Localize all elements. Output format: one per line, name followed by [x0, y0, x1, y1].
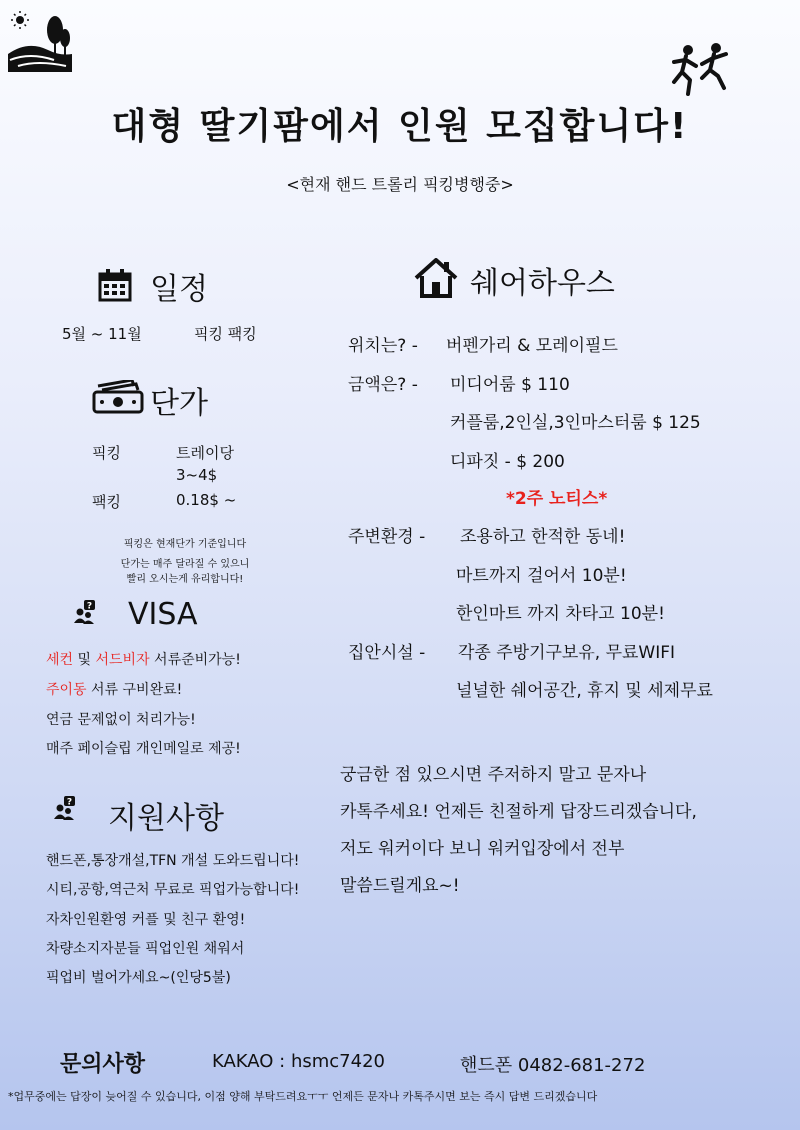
visa-line-2	[46, 679, 182, 699]
facility-label: 집안시설 -	[348, 643, 426, 663]
price-deposit: 디파짓 - $ 200	[450, 452, 565, 472]
cash-icon	[92, 380, 144, 414]
visa-conjunction: 및	[73, 652, 96, 668]
pay-note-2: 단가는 매주 달라질 수 있으니	[120, 559, 250, 570]
visa-heading: VISA	[128, 597, 198, 632]
sharehouse-heading: 쉐어하우스	[470, 266, 615, 301]
visa-second-label: 세컨	[46, 652, 74, 668]
message-line: 말씀드릴게요~!	[340, 876, 460, 896]
area-line-3: 한인마트 까지 차타고 10분!	[456, 604, 665, 624]
message-line: 저도 워커이다 보니 워커입장에서 전부	[340, 839, 625, 859]
schedule-heading: 일정	[150, 272, 208, 307]
visa-line-1-rest: 서류준비가능!	[149, 652, 241, 668]
area-line-1: 조용하고 한적한 동네!	[460, 527, 626, 547]
message-line: 카톡주세요! 언제든 친절하게 답장드리겠습니다,	[340, 802, 697, 822]
calendar-icon	[98, 268, 132, 302]
price-media-room: 미디어룸 $ 110	[450, 375, 570, 395]
pay-note-3: 빨리 오시는게 유리합니다!	[126, 574, 244, 585]
pay-heading: 단가	[150, 386, 208, 421]
landscape-sun-icon	[8, 10, 72, 74]
contact-footnote: *업무중에는 답장이 늦어질 수 있습니다, 이점 양해 부탁드려요ㅜㅜ 언제든 문자나 카톡주시면 보는 즉시 답변 드리겠습니다	[8, 1090, 598, 1103]
support-item: 픽업비 벌어가세요~(인당5불)	[46, 970, 231, 986]
support-item: 차량소지자분들 픽업인원 채워서	[46, 941, 245, 957]
visa-state-move-label: 주이동	[46, 682, 87, 698]
location-value: 버펜가리 & 모레이필드	[446, 336, 618, 356]
kakao-id: KAKAO : hsmc7420	[212, 1051, 385, 1072]
visa-line-4: 매주 페이슬립 개인메일로 제공!	[46, 741, 241, 757]
phone-number: 핸드폰 0482-681-272	[460, 1055, 646, 1076]
message-line: 궁금한 점 있으시면 주저하지 말고 문자나	[340, 765, 647, 785]
picking-label: 픽킹	[92, 444, 121, 462]
support-heading: 지원사항	[108, 801, 224, 836]
schedule-period: 5월 ~ 11월	[62, 325, 142, 343]
visa-line-1	[46, 649, 241, 669]
location-label: 위치는? -	[348, 336, 418, 356]
price-label: 금액은? -	[348, 375, 418, 395]
packing-value: 0.18$ ~	[176, 491, 237, 509]
support-item: 핸드폰,통장개설,TFN 개설 도와드립니다!	[46, 853, 300, 869]
visa-line-2-rest: 서류 구비완료!	[86, 682, 183, 698]
notice-badge: *2주 노티스*	[506, 489, 608, 509]
schedule-jobs: 픽킹 팩킹	[194, 325, 257, 343]
support-item: 자차인원환영 커플 및 친구 환영!	[46, 912, 246, 928]
picking-value: 3~4$	[176, 466, 218, 484]
running-people-icon	[668, 42, 738, 98]
area-line-2: 마트까지 걸어서 10분!	[456, 566, 627, 586]
visa-third-label: 서드비자	[95, 652, 150, 668]
picking-value-unit: 트레이당	[176, 444, 234, 462]
price-couple-room: 커플룸,2인실,3인마스터룸 $ 125	[450, 413, 701, 433]
svg-text:?: ?	[86, 601, 93, 612]
svg-text:?: ?	[66, 797, 73, 808]
packing-label: 팩킹	[92, 493, 121, 511]
pay-note-1: 픽킹은 현재단가 기준입니다	[123, 539, 247, 550]
page-subtitle: <현재 핸드 트롤리 픽킹병행중>	[286, 175, 514, 194]
contact-heading: 문의사항	[60, 1052, 146, 1077]
people-question-icon	[74, 600, 96, 624]
page-title: 대형 딸기팜에서 인원 모집합니다!	[111, 106, 689, 147]
facility-line-1: 각종 주방기구보유, 무료WIFI	[458, 643, 676, 663]
people-question-icon	[54, 796, 76, 820]
facility-line-2: 널널한 쉐어공간, 휴지 및 세제무료	[456, 681, 713, 701]
area-label: 주변환경 -	[348, 527, 426, 547]
house-icon	[414, 258, 458, 298]
visa-line-3: 연금 문제없이 처리가능!	[46, 712, 196, 728]
support-item: 시티,공항,역근처 무료로 픽업가능합니다!	[46, 882, 300, 898]
